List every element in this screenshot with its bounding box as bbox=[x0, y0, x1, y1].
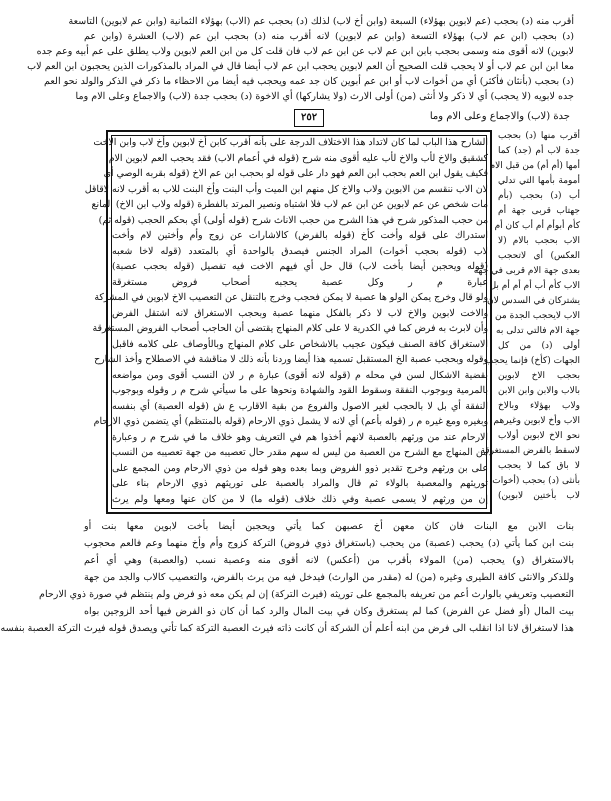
side-line: أمومة بأمها التي تدلي bbox=[498, 176, 580, 186]
side-line: الاب لايحجب الجدة من bbox=[495, 311, 580, 321]
text-line: هذا لاستغراق لانا اذا انقلب الى فرض من ابنه أعلم أن الشركة أن كانت ذاته فيرث العصبة التركة كما تأتي ويصدق قوله فيرث التركة العصبة بنفسه bbox=[0, 623, 574, 634]
text-line: بنت ابن كما يأتي (د) يحجب (عصبة) من يحجب (باستغراق ذوي فروض) التركة كزوج وأم وأخ منهما وعم فالعم محجوب bbox=[84, 538, 574, 549]
commentary-line: الارحام عند من ورثهم بالعصبة لانهم أخذوا هم في التعريف وهو خلاف ما في شرح م ر وعبارة bbox=[112, 431, 488, 443]
side-line: الاب وأخ لابوين وغيرهم bbox=[493, 416, 580, 426]
commentary-line: إن من ورثهم لا يسمى عصبة وفي ذلك خلاف (قوله ما) لا من كان عنها ومعها ولم يرث bbox=[112, 493, 488, 505]
side-line: يشتركان في السدس لان bbox=[487, 296, 580, 306]
text-line: بيت المال (أو فضل عن الفرض) كما لم يستغرق وكان في بيت المال والرد كما أن كان ذو الفرض فيها أحد الزوجين بواه bbox=[84, 606, 574, 617]
text-line: جده لابويه (لا يحجب) أي لا ذكر ولا أنثى (من) أولى الارث (ولا يشاركها) أي الاخوة (د) بحجب جدة (لاب) والاجماع وعلى الام وما bbox=[75, 91, 574, 102]
page-number: ٢٥٢ bbox=[294, 109, 324, 127]
commentary-line: وقوله وبحجب عصبة الخ المستقبل تسميه هذا أيضا وردنا بأنه ذلك لا مناقشة في الاصطلاح وأخذ الشارح bbox=[94, 354, 488, 365]
side-line: العكس) أي لاتحجب bbox=[498, 251, 580, 261]
side-line: نحو الاخ لابوين أولاب bbox=[498, 431, 580, 441]
side-line: بالاب والابن وابن الابن bbox=[498, 386, 580, 396]
commentary-line: توريثهم والمعصبة بالولاء ثم قال والمراد بالعصبة على توريثهم ذوي الارحام بناء على bbox=[112, 478, 488, 489]
text-line: معا ابن ابن عم لاب أو لا يحجب قلت الصحيح أن العم لابوين يحجب ابن عم لاب أيضا قال في المراد بالمذكورات الذين يحجبون ابن العم لاب bbox=[27, 61, 574, 72]
side-line: الجهات (كأخ) فإنما يحجب bbox=[484, 356, 580, 366]
side-line: كأم أبوأم أم أب كان أم bbox=[494, 221, 580, 231]
side-line: جهة الام فالتي تدلى به bbox=[496, 326, 580, 336]
commentary-line: مات شخص عن عم لابوين عن ابن عم لاب فلا اشتباه ونصير المرتد بالفطرة (قوله ولاب ابن الاخ) المانع bbox=[91, 199, 488, 210]
text-line: بالاستغراق (و) يحجب (من) المولاء بأقرب من (أعكس) لانه أقوى منه وعصبة نسب (والعصبة) وهي أي أعم bbox=[84, 555, 574, 566]
side-line: أمها (أم أم) من قبل الام bbox=[489, 161, 580, 171]
commentary-line: لاب (قوله بحجب أخوات) المراد الجنس فيصدق بالواحدة أي بالمتعدد (قوله لاخا شعبه bbox=[112, 245, 488, 257]
commentary-line: استدراك على قوله وأخت كأخ (قوله بالفرض) كالاشارات عن زوج وأم وأختين لام وأخت bbox=[112, 230, 488, 241]
commentary-line: لان الاب ننقسم من الابوين ولاب والاخ كل منهم ابن الميت وأب البنت وأخ البنت للاب به أقرب لانه لاقاقل bbox=[84, 183, 488, 195]
side-line: أولى (د) من كل bbox=[498, 341, 580, 351]
side-line: جهتاب قربى جهة أم bbox=[498, 206, 580, 216]
commentary-line: الشارح هذا الباب لما كان لاتداد هذا الاختلاف الدرجة على بأنه أقرب كابن أخ لابوين وأخ لاب وابن الاخت bbox=[93, 137, 488, 148]
commentary-line: فكيف يقول ابن العم بحجب ابن العم فهو دار على قوله لو بحجب ابن عم الاخ (قوله بقربه الوصي أي bbox=[103, 168, 488, 179]
commentary-line: عبارة م ر وكل عصبة يحجبه أصحاب فروض مستغرقة bbox=[112, 276, 488, 288]
page-header bbox=[84, 109, 574, 125]
side-line: الاب كأم أب أم أم أم بل bbox=[489, 281, 580, 291]
commentary-line: على بن ورثهم وخرج تقدير ذوو الفروض وبما بعده وهو قوله من ذوي الارحام ومن المجمع على bbox=[112, 462, 488, 474]
commentary-line: والاخت لابوين والاخ لاب لا ذكر بالفكل منهما عصبة وبحجب الاستغراق لانه اشتقل الفرض bbox=[112, 307, 488, 319]
commentary-line: بقضية الاشكال لسن في محله م (قوله لانه أقوى) عبارة م ر لان النسب أقوى ومن مواضعه bbox=[112, 369, 488, 381]
commentary-line: بالمرمية وبوجوب النفقة وسقوط القود والشهادة ونحوها على ما سيأتي شرح م ر وقوله وبوجوب bbox=[112, 385, 488, 396]
side-line: لا باق كما لا يحجب bbox=[498, 461, 580, 471]
text-line: (د) بحجب (ابن عم لاب) بهؤلاء التسعة (وابن عم لابوين) لانه أقرب منه (د) بحجب ابن عم (لاب) العشرة (وابن عم bbox=[84, 31, 574, 42]
text-line: لابوين) لانه أقوى منه وسمى بحجب بابن ابن عم لاب عن ابن عم لاب فان قلت كل من ابن العم لابوين ولاب يطلق على عم أبيه وعم جده bbox=[36, 46, 574, 57]
side-line: بعدى جهة الام قربى في جهة bbox=[473, 266, 580, 276]
text-line: أقرب منه (د) بحجب (عم لابوين بهؤلاء) السبعة (وابن أخ لاب) لذلك (د) بحجب عم (الاب) بهؤلاء الثمانية (وابن عم لابوين) التاسعة bbox=[68, 16, 574, 27]
commentary-line: كشقيق والاخ لأب والاخ لأب عليه أقوى منه شرح (قوله في أعمام الاب) فقد يحجب العم لابوين الام bbox=[108, 152, 488, 164]
commentary-line: وبغيره ومع غيره م ر (قوله بأعم) أي لانه لا يشمل ذوي الارحام (قوله بالمنتظم) أي يتضمن ذوي الارحام bbox=[93, 416, 488, 427]
side-line: أب (د) بحجب (بأم bbox=[498, 191, 580, 201]
commentary-line: الاستغراق كافة الصنف فيكون عجيب بالاشخاص على كلام المنهاج وبالأوصاف على كلامه فاقبل bbox=[112, 338, 488, 350]
side-line: بأنثى (د) بحجب (أخوات bbox=[492, 476, 580, 486]
side-line: لاب بأختين لابوين) bbox=[498, 491, 580, 501]
side-line: أقرب منها (د) بحجب bbox=[498, 131, 580, 141]
side-line: لاسقط بالفرض المستغرقة bbox=[480, 446, 580, 456]
text-line: التعصيب وتعريفي بالوارث أعم من تعريفه بالمجمع على توريثه (فيرث التركة) إن لم يكن معه ذو فرض ولم ينتظم في صورة ذوي الارحام bbox=[39, 589, 574, 600]
header-text: جدة (لاب) والاجماع وعلى الام وما bbox=[429, 111, 570, 122]
side-line: ولاب بهؤلاء وبالاخ bbox=[498, 401, 580, 411]
commentary-line: النفقة أي بل لا بالحجب لغير الاصول والفروع من بقية الاقارب ع ش (قوله العصبة) أي بنفسه bbox=[112, 400, 488, 412]
text-line: بنات الابن مع البنات فان كان معهن أخ عصبهن كما يأتي ويحجبن أيضا بأخت لابوين معها بنت أو bbox=[84, 521, 574, 532]
side-line: بحجب الاخ لابوين bbox=[498, 371, 580, 381]
side-line: جدة لاب أم (جد) كما bbox=[498, 146, 580, 156]
text-line: وللذكر والانثى كافة الطيرى وغيره (من) له (مقدر من الوارث) فيدخل فيه من يرث بالفرض، والتعصيب كالاب والجد من جهة bbox=[84, 572, 574, 583]
text-line: (د) بحجب (بأنثان فأكثر) أي من أخوات لاب أو ابن عم أبوين كان جد عمه ويحجب فيه أيضا من الاحظاء ما ذكر في الذكر والولد نحو العم bbox=[44, 76, 574, 87]
commentary-line: من حجب المذكور شرح في هذا الشرح من حجب الاناث شرح (قوله أولى) أي بحكم الحجب (قوله ثم) bbox=[98, 214, 488, 226]
commentary-line: وأن لابرث به فرض كما في الكدرية لا على كلام المنهاج يقتضى أن الحاجب أصحاب الفروض المستغرقة bbox=[92, 323, 488, 334]
side-line: الاب بحجب بالام (لا bbox=[498, 236, 580, 246]
commentary-line: من المنهاج مع الشرح من العصبة من ليس له سهم مقدر حال تعصيبه من جهة تعصيبه من النسب bbox=[112, 447, 488, 458]
commentary-line: (قوله ويحجبن أيضا بأخت لاب) قال حل أي فيهم الاخت فيه تفصيل (قوله بحجب عصبة) bbox=[112, 261, 488, 272]
commentary-line: ولو قال وخرج يمكن الولو ها عصبة لا يمكن فحجب وخرج بالتنقل عن التعصيب الاخ لابوين في المشركة bbox=[94, 292, 488, 303]
